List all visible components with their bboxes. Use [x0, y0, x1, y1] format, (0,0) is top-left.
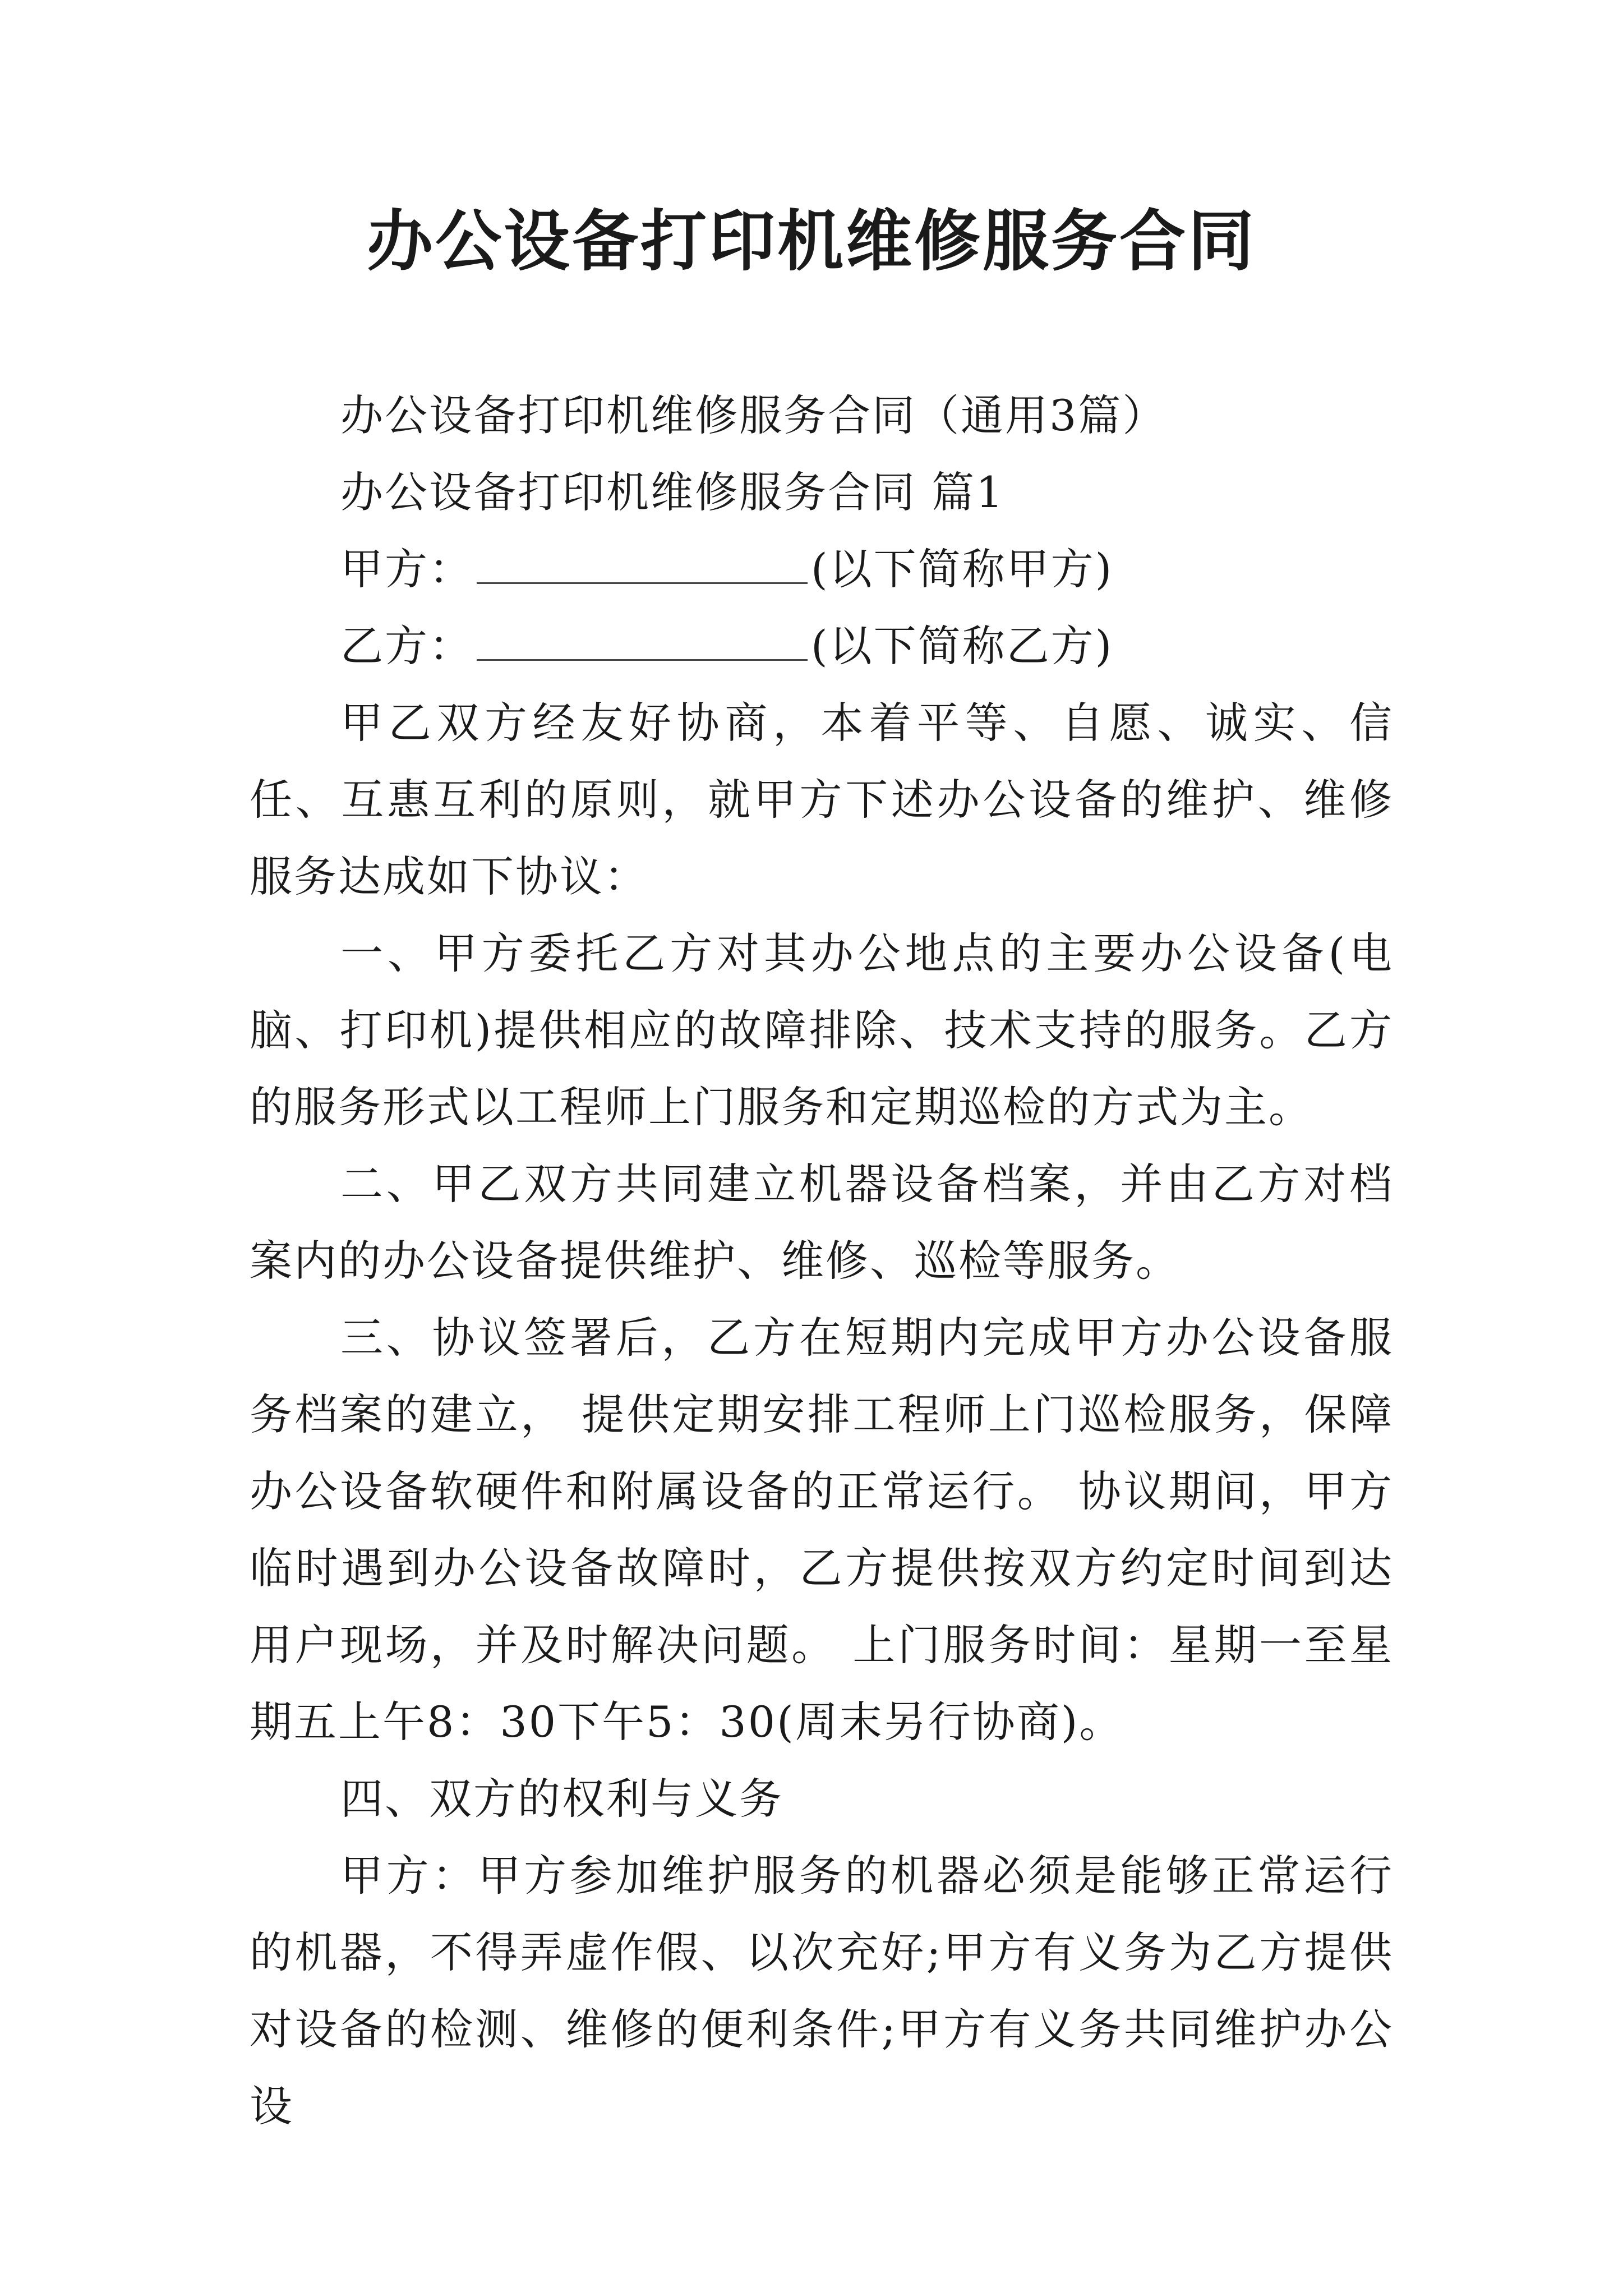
document-title: 办公设备打印机维修服务合同 [366, 202, 1256, 280]
party-a-duties: 甲方：甲方参加维护服务的机器必须是能够正常运行的机器，不得弄虚作假、以次充好;甲方有义务为乙方提供对设备的检测、维修的便利条件;甲方有义务共同维护办公设 [250, 1851, 1394, 2131]
party-a-blank [477, 546, 808, 584]
party-a-line [250, 531, 1394, 608]
party-b-label: 乙方： [340, 621, 473, 671]
party-b-line [250, 608, 1394, 684]
clause-3: 三、协议签署后，乙方在短期内完成甲方办公设备服务档案的建立， 提供定期安排工程师上门巡检服务，保障办公设备软硬件和附属设备的正常运行。 协议期间，甲方临时遇到办公设备故障时，乙方提供按双方约定时间到达用户现场，并及时解决问题。 上门服务时间：星期一至星期五上午8：30下午5：30(周末另行协商)。 [250, 1313, 1394, 1747]
clause-2: 二、甲乙双方共同建立机器设备档案，并由乙方对档案内的办公设备提供维护、维修、巡检等服务。 [250, 1159, 1394, 1286]
party-a-suffix: (以下简称甲方) [811, 544, 1114, 594]
document-body [250, 377, 1394, 2145]
intro-paragraph: 甲乙双方经友好协商，本着平等、自愿、诚实、信任、互惠互利的原则，就甲方下述办公设备的维护、维修服务达成如下协议： [250, 698, 1394, 901]
party-b-blank [477, 623, 808, 661]
clause-4: 四、双方的权利与义务 [340, 1774, 783, 1824]
section-heading: 办公设备打印机维修服务合同 篇1 [340, 467, 1005, 517]
clause-1: 一、甲方委托乙方对其办公地点的主要办公设备(电脑、打印机)提供相应的故障排除、技术支持的服务。乙方的服务形式以工程师上门服务和定期巡检的方式为主。 [250, 928, 1394, 1132]
document-subtitle: 办公设备打印机维修服务合同（通用3篇） [340, 390, 1167, 440]
party-a-label: 甲方： [340, 544, 473, 594]
party-b-suffix: (以下简称乙方) [811, 621, 1114, 671]
